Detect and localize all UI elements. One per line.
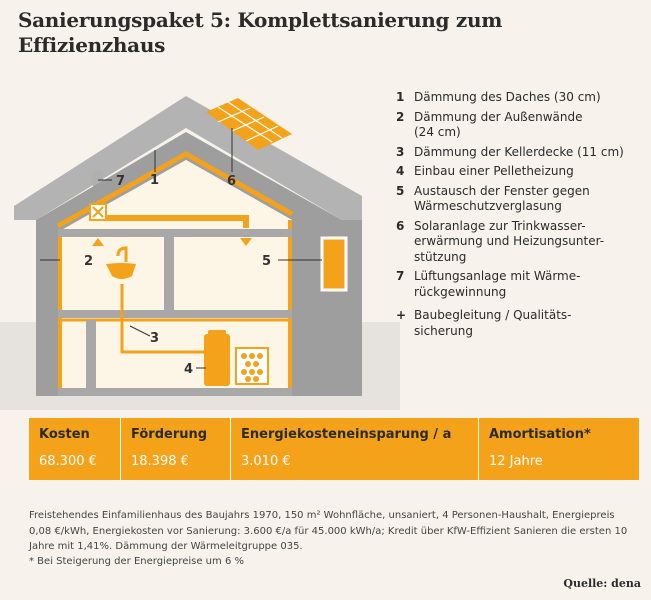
legend-item [396,219,646,266]
callout-4: 4 [184,362,194,377]
legend-item [396,184,646,215]
attic-floor [58,229,292,237]
legend-number: 6 [396,218,405,233]
stat-value: 68.300 € [39,454,97,469]
partition-wall [164,232,174,312]
legend-number: 7 [396,269,405,283]
callout-3: 3 [150,331,160,346]
legend-text: Dämmung der Kellerdecke (11 cm) [414,144,624,159]
title-line-2: Effizienzhaus [18,33,166,57]
stat-label: Kosten [39,427,90,442]
stat-value: 3.010 € [241,454,291,469]
stat-value: 12 Jahre [489,454,543,469]
assumptions-note: Freistehendes Einfamilienhaus des Baujahrs 1970, 150 m² Wohnfläche, unsaniert, 4 Personen-Haushalt, Energiepreis 0,08 €/kWh, Energiekosten vor Sanierung: 3.600 €/a für 45.000 kWh/a; Kredit über KfW-Effizient Sanieren die ersten 10 Jahre mit 1,41%. Dämmung der Wärmeleitgruppe 035. [29,510,628,552]
legend-number: 2 [396,109,405,124]
stat-amortisation [479,418,639,480]
legend-text: Dämmung des Daches (30 cm) [414,90,601,104]
title-line-1: Sanierungspaket 5: Komplettsanierung zum [18,8,503,32]
asterisk-note: * Bei Steigerung der Energiepreise um 6 % [29,556,244,567]
legend-item [396,308,646,339]
callout-2: 2 [84,254,94,269]
stat-foerderung [121,418,231,480]
legend-item [396,145,646,161]
legend-item [396,164,646,180]
stat-kosten [29,418,121,480]
source-credit: Quelle: dena [563,577,641,590]
callout-6: 6 [227,174,237,189]
stat-value: 18.398 € [131,454,189,469]
upper-floor-slab [58,310,292,318]
legend-text: Baubegleitung / Qualitäts- sicherung [414,308,572,338]
callout-1: 1 [150,173,160,188]
window [322,238,346,290]
callout-7: 7 [116,174,126,189]
legend-item [396,269,646,300]
measures-legend [396,90,646,343]
legend-number: 1 [396,90,405,104]
legend-text: Dämmung der Außenwände (24 cm) [414,109,583,139]
basement-wall [86,320,96,390]
house-diagram [0,0,400,410]
stat-label: Förderung [131,427,208,442]
legend-text: Austausch der Fenster gegen Wärmeschutzverglasung [414,183,590,213]
legend-item [396,90,646,106]
stat-label: Energiekosteneinsparung / a [241,427,452,442]
legend-number: 3 [396,144,405,159]
stat-energiekosteneinsparung [231,418,479,480]
legend-number: + [396,308,407,322]
legend-text: Lüftungsanlage mit Wärme- rückgewinnung [414,269,581,299]
legend-text: Einbau einer Pelletheizung [414,164,574,178]
stats-bar [29,418,639,480]
legend-item [396,110,646,141]
legend-number: 5 [396,183,405,198]
callout-5: 5 [262,254,272,269]
stat-label: Amortisation* [489,427,591,442]
legend-text: Solaranlage zur Trinkwasser- erwärmung und Heizungsunter- stützung [414,218,605,264]
legend-number: 4 [396,164,405,178]
